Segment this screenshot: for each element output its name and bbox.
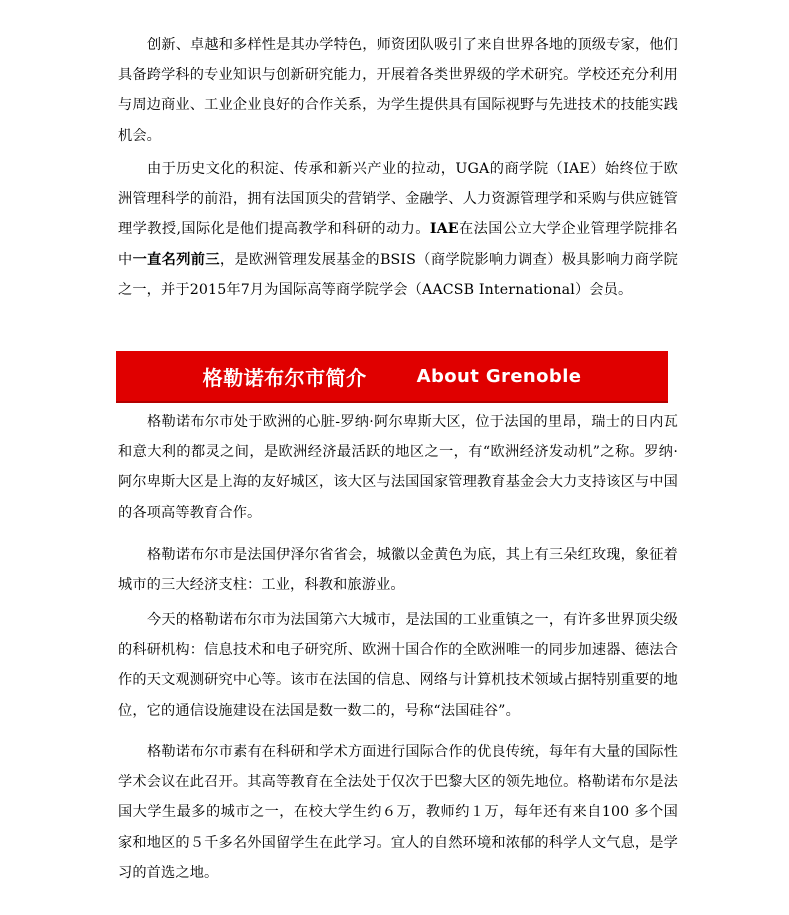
paragraph-grenoble-education: 格勒诺布尔市素有在科研和学术方面进行国际合作的优良传统，每年有大量的国际性学术会议在此召开。其高等教育在全法处于仅次于巴黎大区的领先地位。格勒诺布尔是法国大学生最多的城市之一，在校大学生约６万，教师约１万，每年还有来自100 多个国家和地区的５千多名外国留学生在此学习。宜人的自然环境和浓郁的科学人文气息，是学习的首选之地。	[118, 744, 678, 881]
paragraph-grenoble-industry: 今天的格勒诺布尔市为法国第六大城市，是法国的工业重镇之一，有许多世界顶尖级的科研机构：信息技术和电子研究所、欧洲十国合作的全欧洲唯一的同步加速器、德法合作的天文观测研究中心等。该市在法国的信息、网络与计算机技术领域占据特别重要的地位，它的通信设施建设在法国是数一数二的，号称“法国硅谷”。	[118, 612, 678, 719]
paragraph-grenoble-location: 格勒诺布尔市处于欧洲的心脏-罗纳·阿尔卑斯大区，位于法国的里昂，瑞士的日内瓦和意大利的都灵之间，是欧洲经济最活跃的地区之一，有“欧洲经济发动机”之称。罗纳·阿尔卑斯大区是上海的友好城区，该大区与法国国家管理教育基金会大力支持该区与中国的各项高等教育合作。	[118, 414, 678, 521]
section-banner-about-grenoble	[116, 351, 668, 403]
paragraph-grenoble-emblem: 格勒诺布尔市是法国伊泽尔省省会，城徽以金黄色为底，其上有三朵红玫瑰，象征着城市的三大经济支柱：工业，科教和旅游业。	[118, 547, 678, 594]
paragraph-business-school-text-3: ，是欧洲管理发展基金的BSIS（商学院影响力调查）极具影响力商学院之一，并于2015年7月为国际高等商学院学会（AACSB International）会员。	[118, 251, 679, 298]
top-three-bold-label: 一直名列前三	[132, 251, 220, 268]
banner-title-english: About Grenoble	[416, 365, 582, 387]
paragraph-business-school-text-1: 由于历史文化的积淀、传承和新兴产业的拉动，UGA的商学院（IAE）始终位于欧洲管理科学的前沿，拥有法国顶尖的营销学、金融学、人力资源管理学和采购与供应链管理学教授,国际化是他们提高教学和科研的动力。	[118, 161, 678, 238]
paragraph-business-school-text-2: 在法国公立大学企业管理学院排名中	[118, 221, 678, 268]
paragraph-uga-features: 创新、卓越和多样性是其办学特色，师资团队吸引了来自世界各地的顶级专家，他们具备跨学科的专业知识与创新研究能力，开展着各类世界级的学术研究。学校还充分利用与周边商业、工业企业良好的合作关系，为学生提供具有国际视野与先进技术的技能实践机会。	[118, 37, 678, 144]
banner-title-chinese: 格勒诺布尔市简介	[202, 365, 367, 390]
iae-bold-label: IAE	[429, 221, 459, 238]
paragraph-business-school	[118, 154, 678, 305]
